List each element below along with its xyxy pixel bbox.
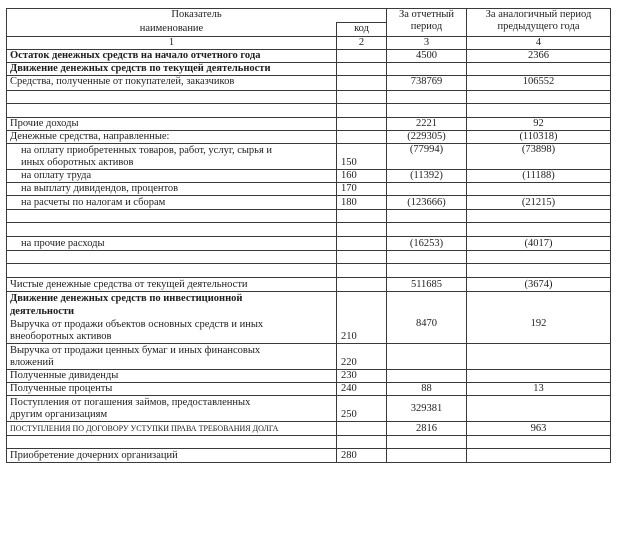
row-previous <box>467 449 611 463</box>
empty-row <box>7 251 611 264</box>
row-code: 240 <box>337 383 387 396</box>
row-name: Поступления от погашения займов, предоставленных <box>7 396 337 409</box>
row-current: (123666) <box>387 196 467 210</box>
row-previous <box>467 396 611 422</box>
row-current <box>387 449 467 463</box>
col-number-3: 3 <box>387 37 467 50</box>
col-number-1: 1 <box>7 37 337 50</box>
cash-flow-table <box>6 8 611 463</box>
empty-row <box>7 223 611 237</box>
table-row <box>7 370 611 383</box>
row-code: 150 <box>337 144 387 170</box>
table-row <box>7 383 611 396</box>
col-number-4: 4 <box>467 37 611 50</box>
empty-row <box>7 210 611 223</box>
row-code: 160 <box>337 170 387 183</box>
row-name: ПОСТУПЛЕНИЯ ПО ДОГОВОРУ УСТУПКИ ПРАВА ТРЕБОВАНИЯ ДОЛГА <box>7 422 337 436</box>
header-row-1 <box>7 9 611 23</box>
empty-row <box>7 91 611 104</box>
row-current-value: 738769 <box>410 76 443 87</box>
row-current: 511685 <box>387 278 467 292</box>
row-code <box>337 237 387 251</box>
row-code <box>337 76 387 91</box>
empty-row <box>7 104 611 118</box>
row-name: внеоборотных активов <box>7 331 337 344</box>
table-row <box>7 50 611 63</box>
row-current <box>387 63 467 76</box>
row-current <box>387 76 467 91</box>
table-row <box>7 76 611 91</box>
row-previous: (110318) <box>467 131 611 144</box>
row-previous: 106552 <box>467 76 611 91</box>
header-row-numbers <box>7 37 611 50</box>
table-row <box>7 292 611 305</box>
table-row <box>7 422 611 436</box>
row-code <box>337 63 387 76</box>
header-previous-line1: За аналогичный период <box>485 9 592 20</box>
row-code <box>337 50 387 63</box>
row-name: вложений <box>7 357 337 370</box>
table-row <box>7 144 611 157</box>
header-name: наименование <box>7 23 337 37</box>
table-row <box>7 131 611 144</box>
row-previous: 92 <box>467 118 611 131</box>
row-current <box>387 370 467 383</box>
row-name: Выручка от продажи объектов основных средств и иных <box>7 318 337 331</box>
row-previous <box>467 370 611 383</box>
header-previous-period <box>467 9 611 37</box>
row-name: другим организациям <box>7 409 337 422</box>
header-previous-line2: предыдущего года <box>497 21 580 32</box>
row-previous <box>467 344 611 370</box>
row-previous: 2366 <box>467 50 611 63</box>
empty-row <box>7 436 611 449</box>
row-code <box>337 131 387 144</box>
row-previous: 192 <box>467 292 611 344</box>
row-code: 230 <box>337 370 387 383</box>
row-current: 329381 <box>387 396 467 422</box>
table-row <box>7 344 611 357</box>
row-name: на оплату приобретенных товаров, работ, услуг, сырья и <box>7 144 337 157</box>
row-current: (77994) <box>387 144 467 170</box>
header-indicator: Показатель <box>7 9 387 23</box>
table-row <box>7 183 611 196</box>
row-current <box>387 50 467 63</box>
table-row <box>7 118 611 131</box>
table-row <box>7 196 611 210</box>
row-name: иных оборотных активов <box>7 157 337 170</box>
row-previous: (4017) <box>467 237 611 251</box>
table-row <box>7 449 611 463</box>
row-current: (229305) <box>387 131 467 144</box>
row-code: 210 <box>337 292 387 344</box>
row-name: Движение денежных средств по текущей деятельности <box>7 63 337 76</box>
table-row <box>7 396 611 409</box>
row-name: Выручка от продажи ценных бумаг и иных финансовых <box>7 344 337 357</box>
row-current: 88 <box>387 383 467 396</box>
row-code <box>337 278 387 292</box>
row-previous <box>467 183 611 196</box>
row-name: на оплату труда <box>7 170 337 183</box>
table-row <box>7 278 611 292</box>
empty-row <box>7 264 611 278</box>
row-current <box>387 344 467 370</box>
row-name: на прочие расходы <box>7 237 337 251</box>
row-code: 280 <box>337 449 387 463</box>
cash-flow-statement <box>6 8 611 463</box>
row-name: Средства, полученные от покупателей, заказчиков <box>7 76 337 91</box>
row-code: 180 <box>337 196 387 210</box>
row-name: Полученные проценты <box>7 383 337 396</box>
row-name: Прочие доходы <box>7 118 337 131</box>
header-current-line1: За отчетный <box>398 9 455 20</box>
row-name: Движение денежных средств по инвестиционной <box>7 292 337 305</box>
row-previous: (73898) <box>467 144 611 170</box>
row-current: (11392) <box>387 170 467 183</box>
row-previous: 13 <box>467 383 611 396</box>
row-current: 2816 <box>387 422 467 436</box>
row-previous: (3674) <box>467 278 611 292</box>
table-row <box>7 170 611 183</box>
row-name: Приобретение дочерних организаций <box>7 449 337 463</box>
row-name: деятельности <box>7 305 337 318</box>
row-previous: 963 <box>467 422 611 436</box>
header-code: код <box>337 23 387 37</box>
table-row <box>7 63 611 76</box>
row-code <box>337 118 387 131</box>
header-current-line2: период <box>410 21 443 32</box>
table-row <box>7 237 611 251</box>
row-current: (16253) <box>387 237 467 251</box>
row-previous <box>467 63 611 76</box>
col-number-2: 2 <box>337 37 387 50</box>
row-name: Денежные средства, направленные: <box>7 131 337 144</box>
row-name: Остаток денежных средств на начало отчетного года <box>7 50 337 63</box>
row-current: 2221 <box>387 118 467 131</box>
row-previous: (11188) <box>467 170 611 183</box>
row-code <box>337 422 387 436</box>
row-previous: (21215) <box>467 196 611 210</box>
row-name: Чистые денежные средства от текущей деятельности <box>7 278 337 292</box>
row-current: 8470 <box>387 292 467 344</box>
row-name: на выплату дивидендов, процентов <box>7 183 337 196</box>
row-name: Полученные дивиденды <box>7 370 337 383</box>
row-code: 220 <box>337 344 387 370</box>
row-current-value: 4500 <box>416 50 437 61</box>
header-current-period <box>387 9 467 37</box>
row-current <box>387 183 467 196</box>
row-code: 250 <box>337 396 387 422</box>
row-name: на расчеты по налогам и сборам <box>7 196 337 210</box>
row-code: 170 <box>337 183 387 196</box>
